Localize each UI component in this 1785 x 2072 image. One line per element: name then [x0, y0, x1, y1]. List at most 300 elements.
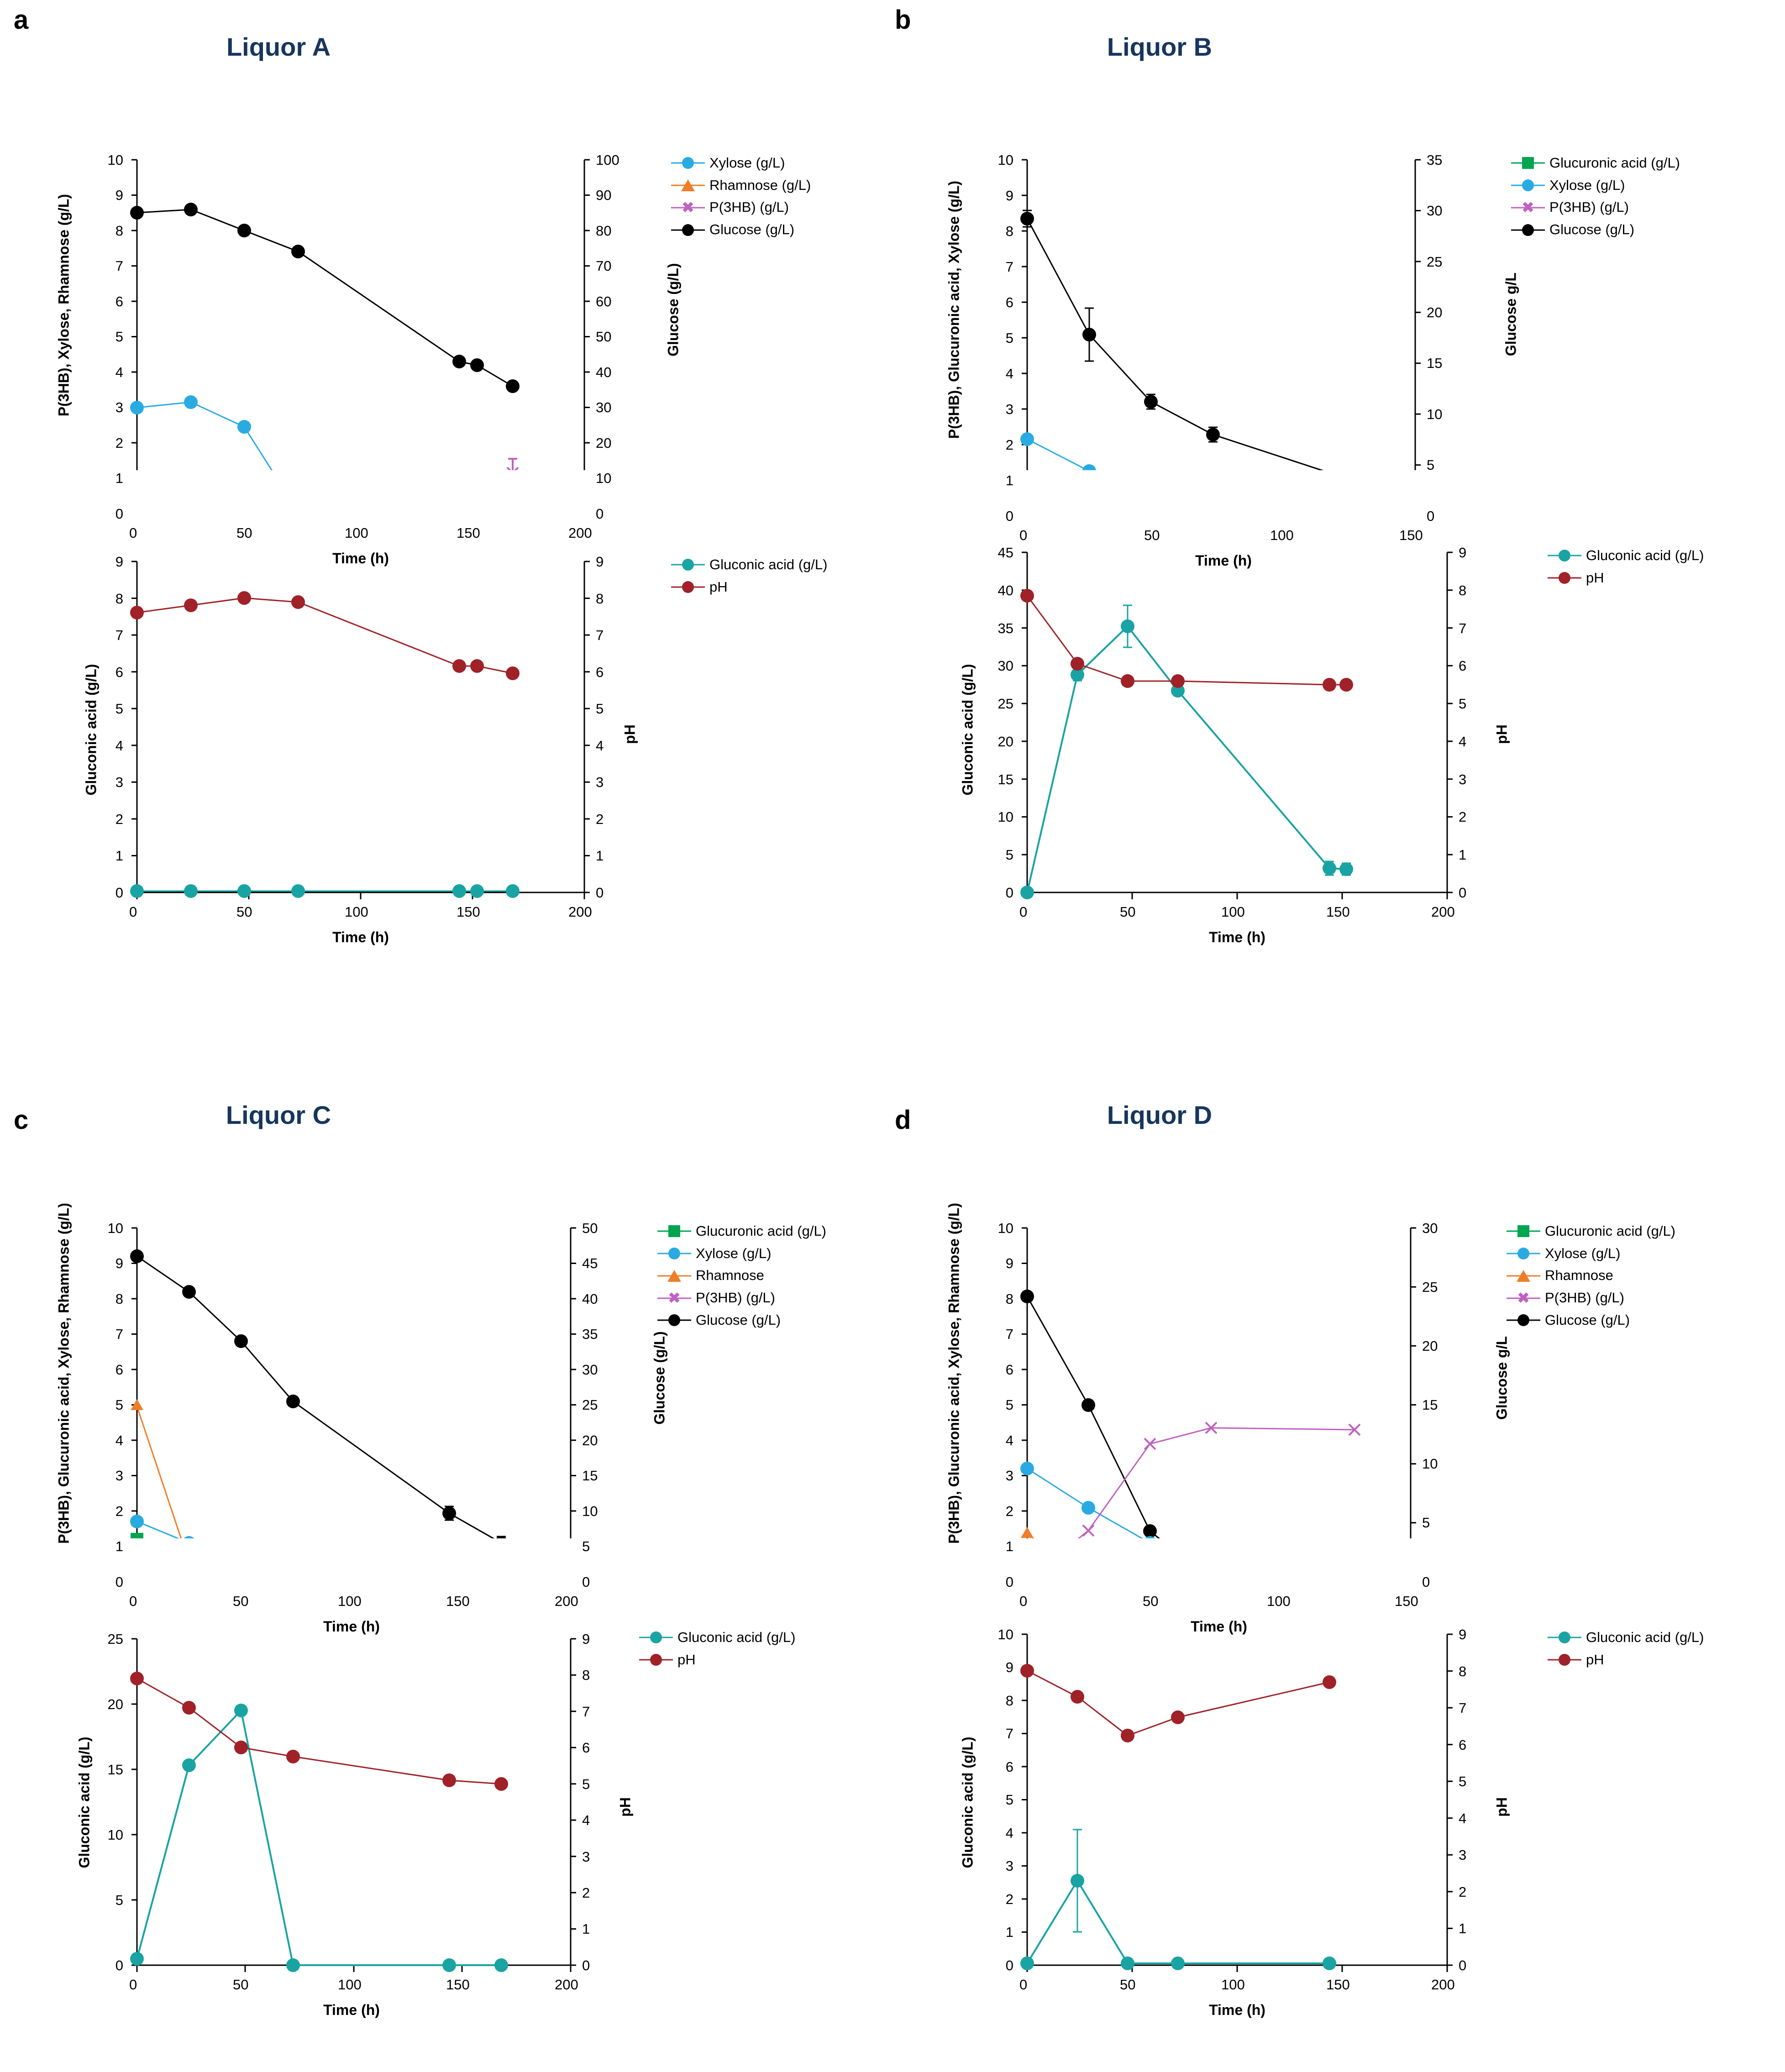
tick-label: 100 [338, 1593, 362, 1609]
tick-label: 3 [596, 774, 604, 790]
tick-label: 10 [107, 1827, 123, 1843]
tick-label: 2 [582, 1885, 590, 1901]
panel-title-a: Liquor A [226, 32, 331, 61]
tick-label: 2 [596, 811, 604, 827]
y-axis-title-right: pH [1493, 724, 1510, 744]
legend-label: Gluconic acid (g/L) [1586, 547, 1704, 563]
legend-circle-icon [671, 224, 705, 236]
tick-label: 0 [1422, 1574, 1430, 1590]
tick-label: 0 [1019, 527, 1028, 543]
legend-item[interactable] [657, 1223, 826, 1239]
tick-label: 30 [1422, 1220, 1438, 1236]
legend-label: P(3HB) (g/L) [696, 1290, 775, 1306]
tick-label: 5 [582, 1776, 590, 1792]
tick-label: 2 [1005, 1503, 1013, 1519]
legend-label: pH [1586, 1651, 1604, 1668]
tick-label: 7 [1459, 620, 1467, 636]
tick-label: 7 [115, 258, 123, 274]
tick-label: 50 [1144, 527, 1160, 543]
legend-item[interactable] [1511, 199, 1680, 215]
tick-label: 100 [345, 904, 368, 920]
tick-label: 45 [997, 545, 1013, 561]
legend-label: Glucose (g/L) [696, 1311, 781, 1328]
legend-label: Glucose (g/L) [1545, 1311, 1630, 1328]
legend-item[interactable] [1511, 178, 1680, 194]
legend-b-bottom [1548, 548, 1704, 592]
tick-label: 25 [582, 1397, 598, 1413]
tick-label: 150 [1326, 1977, 1350, 1993]
tick-label: 4 [115, 738, 123, 754]
tick-label: 8 [596, 591, 604, 607]
tick-label: 90 [596, 187, 612, 203]
tick-label: 25 [997, 696, 1013, 712]
tick-label: 25 [1422, 1279, 1438, 1295]
legend-label: Glucose (g/L) [1549, 221, 1635, 238]
tick-label: 10 [596, 470, 612, 486]
y-axis-title-left: Gluconic acid (g/L) [83, 664, 100, 796]
panel-a [0, 0, 886, 1004]
tick-label: 9 [115, 187, 123, 203]
tick-label: 200 [568, 904, 592, 920]
tick-label: 25 [1427, 254, 1443, 270]
legend-item[interactable] [1507, 1312, 1675, 1328]
tick-label: 50 [233, 1977, 249, 1993]
tick-label: 150 [1326, 904, 1350, 920]
tick-label: 50 [233, 1593, 249, 1609]
tick-label: 0 [596, 506, 604, 522]
tick-label: 6 [115, 1362, 123, 1378]
x-axis-title: Time (h) [1209, 2002, 1265, 2018]
tick-label: 1 [1005, 1924, 1013, 1940]
legend-item[interactable] [1548, 1652, 1704, 1668]
panel-title-d: Liquor D [1107, 1101, 1213, 1129]
tick-label: 10 [582, 1503, 598, 1519]
chart-b-top-svg [881, 68, 1520, 470]
tick-label: 8 [115, 223, 123, 239]
legend-item[interactable] [671, 579, 827, 595]
legend-item[interactable] [639, 1630, 795, 1646]
tick-label: 100 [338, 1977, 362, 1993]
tick-label: 0 [1459, 1957, 1467, 1973]
legend-square-icon [1507, 1225, 1540, 1237]
tick-label: 20 [997, 734, 1013, 750]
tick-label: 10 [107, 152, 123, 168]
tick-label: 5 [115, 329, 123, 345]
legend-circle-icon [1548, 1654, 1581, 1666]
legend-item[interactable] [1548, 1630, 1704, 1646]
legend-triangle-icon [671, 179, 705, 191]
tick-label: 8 [115, 591, 123, 607]
legend-label: P(3HB) (g/L) [1549, 199, 1629, 215]
tick-label: 25 [107, 1631, 123, 1647]
chart-b-bottom [881, 539, 1704, 945]
tick-label: 3 [1005, 1468, 1013, 1484]
tick-label: 200 [555, 1593, 578, 1609]
tick-label: 9 [1005, 1255, 1013, 1271]
legend-item[interactable] [1507, 1246, 1675, 1262]
legend-label: Rhamnose [696, 1267, 764, 1284]
legend-a-top [671, 155, 811, 244]
tick-label: 7 [1005, 1726, 1013, 1742]
tick-label: 8 [1459, 582, 1467, 598]
tick-label: 4 [1459, 734, 1467, 750]
tick-label: 15 [997, 771, 1013, 787]
tick-label: 0 [1019, 904, 1028, 920]
tick-label: 1 [115, 470, 123, 486]
x-axis-title: Time (h) [1209, 929, 1265, 945]
legend-c-bottom [639, 1630, 795, 1674]
tick-label: 6 [596, 664, 604, 680]
panel-title-b: Liquor B [1107, 32, 1213, 61]
tick-label: 150 [457, 904, 480, 920]
tick-label: 0 [1459, 885, 1467, 901]
tick-label: 2 [1005, 437, 1013, 453]
chart-c-bottom [0, 1611, 796, 2018]
tick-label: 3 [1459, 1847, 1467, 1863]
tick-label: 2 [1459, 1884, 1467, 1900]
tick-label: 50 [1143, 1593, 1159, 1609]
chart-d-bottom [881, 1611, 1704, 2018]
tick-label: 20 [582, 1432, 598, 1448]
legend-item[interactable] [1507, 1290, 1675, 1306]
legend-item[interactable] [671, 222, 811, 238]
tick-label: 10 [997, 1626, 1013, 1642]
tick-label: 150 [1399, 527, 1423, 543]
tick-label: 6 [1005, 294, 1013, 310]
tick-label: 5 [1459, 696, 1467, 712]
tick-label: 0 [115, 1574, 123, 1590]
legend-a-bottom [671, 557, 827, 601]
tick-label: 7 [1459, 1700, 1467, 1716]
tick-label: 6 [1459, 658, 1467, 674]
tick-label: 10 [997, 809, 1013, 825]
legend-circle-icon [657, 1314, 691, 1326]
legend-circle-icon [671, 581, 705, 593]
tick-label: 1 [1005, 1538, 1013, 1554]
tick-label: 200 [1431, 904, 1455, 920]
tick-label: 8 [115, 1291, 123, 1307]
legend-label: Glucuronic acid (g/L) [696, 1223, 827, 1239]
panel-c [0, 1082, 886, 2068]
legend-label: Xylose (g/L) [1549, 177, 1625, 193]
x-axis-title: Time (h) [323, 2002, 380, 2018]
tick-label: 40 [596, 364, 612, 380]
tick-label: 6 [115, 664, 123, 680]
tick-label: 30 [997, 658, 1013, 674]
panel-letter-b: b [895, 5, 911, 35]
tick-label: 2 [1459, 809, 1467, 825]
tick-label: 0 [1005, 508, 1013, 524]
tick-label: 2 [115, 811, 123, 827]
tick-label: 9 [1459, 545, 1467, 561]
tick-label: 1 [1459, 1920, 1467, 1936]
legend-item[interactable] [1507, 1223, 1675, 1239]
tick-label: 9 [1459, 1626, 1467, 1642]
tick-label: 0 [1427, 508, 1435, 524]
tick-label: 35 [1427, 152, 1443, 168]
tick-label: 15 [1427, 355, 1443, 371]
tick-label: 7 [115, 1326, 123, 1342]
y-axis-title-right: pH [617, 1797, 634, 1817]
legend-c-top [657, 1223, 826, 1335]
tick-label: 15 [1422, 1397, 1438, 1413]
x-axis-title: Time (h) [1195, 552, 1252, 569]
tick-label: 40 [997, 582, 1013, 598]
tick-label: 7 [1005, 1326, 1013, 1342]
legend-item[interactable] [1511, 222, 1680, 238]
tick-label: 6 [115, 294, 123, 309]
tick-label: 50 [582, 1220, 598, 1236]
tick-label: 5 [1422, 1515, 1430, 1531]
legend-label: pH [677, 1651, 696, 1668]
tick-label: 0 [582, 1957, 590, 1973]
tick-label: 3 [1459, 771, 1467, 787]
tick-label: 15 [582, 1468, 598, 1484]
tick-label: 30 [596, 399, 612, 415]
legend-label: Gluconic acid (g/L) [677, 1629, 796, 1645]
legend-triangle-icon [657, 1270, 691, 1282]
tick-label: 200 [555, 1977, 578, 1993]
tick-label: 4 [596, 738, 604, 754]
legend-cross-icon: ✖ [657, 1292, 691, 1304]
legend-item[interactable] [657, 1312, 826, 1328]
tick-label: 150 [457, 525, 480, 541]
legend-circle-icon [639, 1631, 673, 1643]
tick-label: 0 [115, 506, 123, 522]
chart-d-top [881, 1137, 1676, 1635]
legend-label: Xylose (g/L) [1545, 1245, 1621, 1261]
chart-c-top [0, 1137, 827, 1635]
y-axis-title-right: pH [621, 724, 638, 744]
tick-label: 3 [1005, 401, 1013, 417]
tick-label: 5 [1005, 1397, 1013, 1413]
legend-circle-icon [639, 1654, 673, 1666]
legend-item[interactable] [1548, 548, 1704, 564]
tick-label: 5 [1005, 847, 1013, 863]
x-axis-title: Time (h) [1191, 1618, 1247, 1635]
tick-label: 0 [1019, 1593, 1028, 1609]
tick-label: 10 [1427, 406, 1443, 422]
y-axis-title-right: pH [1493, 1797, 1510, 1817]
y-axis-title-left: Gluconic acid (g/L) [959, 1736, 976, 1868]
legend-square-icon [1511, 157, 1545, 169]
tick-label: 10 [107, 1220, 123, 1236]
y-axis-title-right: Glucose g/L [1493, 1336, 1510, 1420]
tick-label: 4 [1005, 366, 1013, 382]
panel-title-c: Liquor C [226, 1101, 331, 1129]
legend-label: pH [709, 578, 728, 595]
tick-label: 20 [1427, 304, 1443, 320]
tick-label: 30 [1427, 203, 1443, 219]
tick-label: 9 [115, 1255, 123, 1271]
tick-label: 60 [596, 294, 612, 309]
tick-label: 4 [582, 1812, 590, 1828]
tick-label: 7 [582, 1704, 590, 1720]
tick-label: 10 [1422, 1456, 1438, 1472]
tick-label: 35 [997, 620, 1013, 636]
tick-label: 0 [129, 904, 137, 920]
tick-label: 5 [115, 1397, 123, 1413]
tick-label: 50 [1120, 1977, 1136, 1993]
chart-d-bottom-svg [881, 1611, 1520, 2013]
tick-label: 30 [582, 1362, 598, 1378]
tick-label: 5 [582, 1538, 590, 1554]
tick-label: 70 [596, 258, 612, 274]
tick-label: 9 [1005, 188, 1013, 204]
tick-label: 6 [1459, 1737, 1467, 1753]
tick-label: 2 [1005, 1891, 1013, 1907]
tick-label: 5 [1005, 330, 1013, 346]
tick-label: 50 [596, 329, 612, 345]
legend-item[interactable] [1507, 1268, 1675, 1284]
tick-label: 4 [1459, 1810, 1467, 1826]
legend-label: P(3HB) (g/L) [709, 199, 789, 215]
tick-label: 1 [1005, 472, 1013, 488]
tick-label: 100 [1270, 527, 1294, 543]
tick-label: 9 [115, 554, 123, 570]
x-axis-title: Time (h) [323, 1618, 380, 1635]
tick-label: 40 [582, 1291, 598, 1307]
x-axis-title: Time (h) [332, 550, 389, 567]
tick-label: 100 [1267, 1593, 1291, 1609]
tick-label: 5 [1459, 1773, 1467, 1789]
tick-label: 0 [115, 1957, 123, 1973]
tick-label: 100 [1221, 1977, 1245, 1993]
legend-circle-icon [671, 559, 705, 571]
legend-circle-icon [1507, 1248, 1540, 1259]
legend-triangle-icon [1507, 1270, 1540, 1282]
tick-label: 0 [129, 1593, 137, 1609]
tick-label: 0 [596, 885, 604, 901]
tick-label: 2 [115, 1503, 123, 1519]
tick-label: 5 [115, 1892, 123, 1908]
tick-label: 0 [129, 1977, 137, 1993]
chart-d-top-svg [881, 1137, 1520, 1538]
tick-label: 6 [1005, 1759, 1013, 1775]
tick-label: 5 [1427, 457, 1435, 473]
legend-label: Rhamnose [1545, 1267, 1613, 1284]
tick-label: 200 [1431, 1977, 1455, 1993]
y-axis-title-left: P(3HB), Glucuronic acid, Xylose, Rhamnose (g/L) [945, 1203, 962, 1544]
tick-label: 100 [345, 525, 368, 541]
legend-circle-icon [671, 157, 705, 169]
panel-letter-d: d [895, 1105, 911, 1135]
tick-label: 100 [1221, 904, 1245, 920]
legend-circle-icon [1548, 572, 1581, 584]
tick-label: 8 [1005, 223, 1013, 239]
tick-label: 6 [1005, 1362, 1013, 1378]
y-axis-title-left: Gluconic acid (g/L) [76, 1736, 93, 1868]
legend-label: Xylose (g/L) [709, 155, 785, 171]
legend-item[interactable] [657, 1290, 826, 1306]
legend-item[interactable] [671, 557, 827, 573]
panel-letter-c: c [14, 1105, 29, 1135]
tick-label: 1 [582, 1921, 590, 1937]
tick-label: 150 [1395, 1593, 1418, 1609]
tick-label: 2 [115, 435, 123, 451]
tick-label: 3 [582, 1849, 590, 1865]
tick-label: 0 [1005, 885, 1013, 901]
tick-label: 1 [1459, 847, 1467, 863]
tick-label: 5 [596, 701, 604, 717]
tick-label: 80 [596, 223, 612, 239]
legend-b-top [1511, 155, 1680, 244]
legend-circle-icon [1548, 1631, 1581, 1643]
legend-item[interactable] [671, 199, 811, 215]
tick-label: 150 [446, 1977, 470, 1993]
tick-label: 0 [1019, 1977, 1028, 1993]
legend-cross-icon: ✖ [1507, 1292, 1540, 1304]
y-axis-title-left: Gluconic acid (g/L) [959, 664, 976, 796]
tick-label: 6 [582, 1740, 590, 1756]
legend-item[interactable] [1548, 570, 1704, 586]
panel-d [881, 1082, 1785, 2068]
chart-a-bottom [0, 539, 828, 945]
tick-label: 0 [582, 1574, 590, 1590]
tick-label: 20 [596, 435, 612, 451]
y-axis-title-right: Glucose g/L [1502, 272, 1519, 357]
tick-label: 0 [129, 525, 137, 541]
tick-label: 3 [115, 1468, 123, 1484]
tick-label: 100 [596, 152, 620, 168]
tick-label: 10 [997, 1220, 1013, 1236]
tick-label: 1 [115, 1538, 123, 1554]
tick-label: 45 [582, 1255, 598, 1271]
tick-label: 8 [582, 1667, 590, 1683]
panel-b [881, 0, 1785, 1004]
tick-label: 8 [1005, 1693, 1013, 1709]
tick-label: 1 [596, 848, 604, 864]
y-axis-title-right: Glucose (g/L) [665, 263, 682, 357]
chart-c-bottom-svg [0, 1611, 639, 2013]
legend-d-bottom [1548, 1630, 1704, 1674]
tick-label: 7 [596, 627, 604, 643]
legend-item[interactable] [657, 1246, 826, 1262]
tick-label: 7 [1005, 259, 1013, 275]
legend-square-icon [657, 1225, 691, 1237]
tick-label: 4 [115, 364, 123, 380]
tick-label: 150 [446, 1593, 470, 1609]
tick-label: 200 [568, 525, 592, 541]
tick-label: 10 [997, 152, 1013, 168]
tick-label: 8 [1005, 1291, 1013, 1307]
x-axis-title: Time (h) [332, 929, 389, 945]
tick-label: 0 [115, 885, 123, 901]
tick-label: 3 [115, 399, 123, 415]
tick-label: 8 [1459, 1663, 1467, 1679]
tick-label: 9 [1005, 1659, 1013, 1675]
legend-item[interactable] [657, 1268, 826, 1284]
legend-item[interactable] [1511, 155, 1680, 171]
legend-cross-icon: ✖ [1511, 202, 1545, 214]
tick-label: 4 [1005, 1825, 1013, 1841]
tick-label: 50 [236, 525, 252, 541]
legend-label: pH [1586, 569, 1604, 586]
tick-label: 5 [1005, 1792, 1013, 1808]
y-axis-title-left: P(3HB), Glucuronic acid, Xylose (g/L) [945, 180, 962, 439]
tick-label: 7 [115, 627, 123, 643]
legend-item[interactable] [639, 1652, 795, 1668]
legend-label: Glucuronic acid (g/L) [1545, 1223, 1676, 1239]
legend-item[interactable] [671, 155, 811, 171]
legend-d-top [1507, 1223, 1675, 1335]
tick-label: 50 [236, 904, 252, 920]
y-axis-title-left: P(3HB), Glucuronic acid, Xylose, Rhamnose (g/L) [55, 1203, 72, 1544]
legend-item[interactable] [671, 178, 811, 194]
legend-circle-icon [1548, 550, 1581, 561]
legend-circle-icon [1507, 1314, 1540, 1326]
tick-label: 35 [582, 1326, 598, 1342]
